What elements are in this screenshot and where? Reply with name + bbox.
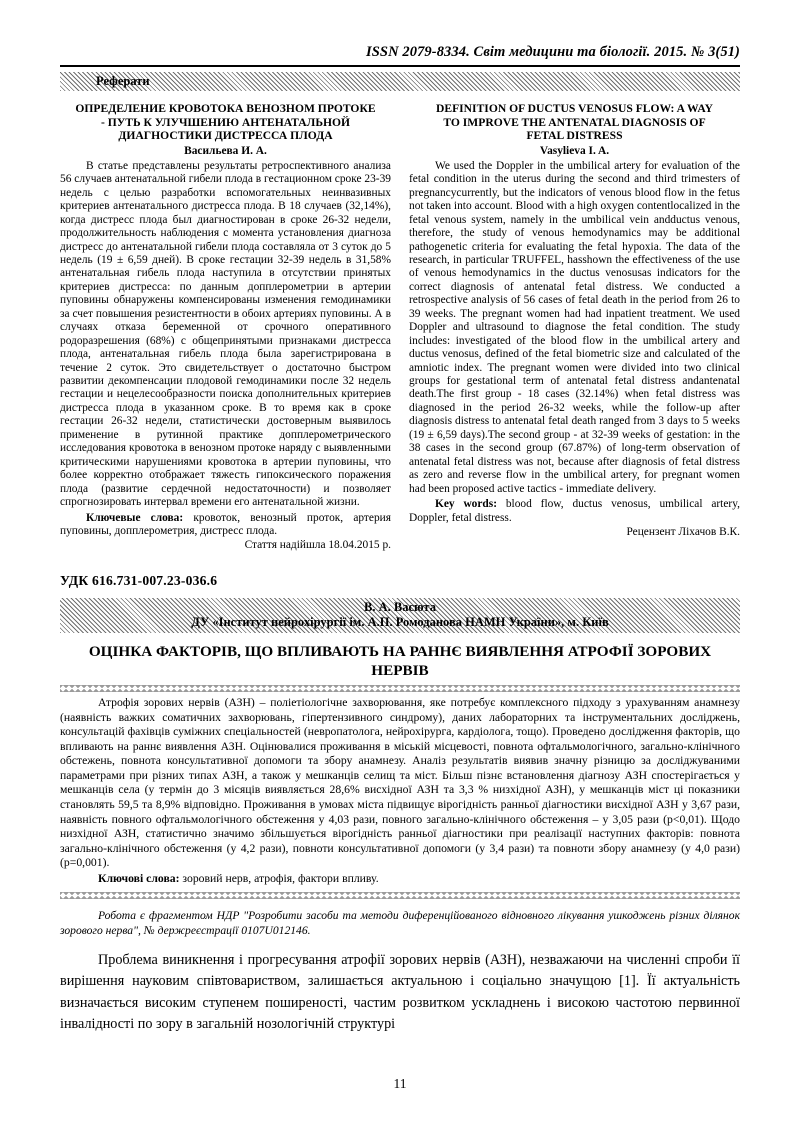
running-head: ISSN 2079-8334. Світ медицини та біології. 2015. № 3(51) bbox=[366, 44, 740, 60]
keywords-label-en: Key words: bbox=[435, 498, 497, 511]
abstract-title-en: DEFINITION OF DUCTUS VENOSUS FLOW: A WAY TO IMPROVE THE ANTENATAL DIAGNOSIS OF FETAL DISTRESS bbox=[435, 102, 714, 143]
article-abstract: Атрофія зорових нервів (АЗН) – поліетіологічне захворювання, яке потребує комплексного підходу з урахуванням анамнезу (наявність важких соматичних захворювань, гіпертензивного синдрому), даних лабораторних та інструментальних досліджень, консультацій фахівців суміжних спеціальностей (невропатолога, нейрохірурга, кардіолога, тощо). Проведено дослідження факторів, що впливають на раннє виявлення АЗН. Оцінювалися проживання в міській місцевості, повнота офтальмологічного, загально-клінічного обстежень, повнота консультативної допомоги та збору анамнезу. Аналіз результатів виявив значну різницю за досліджуваними параметрами при різних типах АЗН, а також у мешканців селищ та міст. Більш пізнє встановлення діагнозу АЗН спостерігається у мешканців села (у термін до 3 місяців виявляється 28,6% висхідної АЗН та 3,3 % низхідної АЗН), у мешканців міст ці показники становлять 59,5 та 8,9% відповідно. Проживання в умовах міста підвищує вірогідність ранньої діагностики висхідної АЗН у 3,67 рази, наявність повного офтальмологічного обстеження у 4,03 рази, повного загально-клінічного обстеження – у 3,05 рази (р<0,01). Щодо низхідної АЗН, статистично значимо збільшується вірогідність ранньої діагностики при реалізації наступних факторів: повнота загально-клінічного обстеження (у 4,2 рази), повноти консультативної допомоги (у 3,4 рази) та повноти збору анамнезу (у 4,0 рази) (р=0,001). bbox=[60, 695, 740, 870]
abstract-keywords-ru bbox=[60, 512, 391, 539]
abstract-author-en: Vasylieva I. A. bbox=[539, 144, 610, 157]
abstract-keywords-en bbox=[409, 498, 740, 525]
keywords-text-ua: зоровий нерв, атрофія, фактори впливу. bbox=[182, 872, 379, 886]
abstract-author-ru: Васильева И. А. bbox=[184, 144, 267, 157]
abstract-columns bbox=[60, 102, 740, 553]
section-bar bbox=[60, 72, 740, 91]
abstract-column-en bbox=[409, 102, 740, 553]
keywords-text-en: blood flow, ductus venosus, umbilical artery, Doppler, fetal distress. bbox=[409, 498, 740, 524]
article-intro-paragraph: Проблема виникнення і прогресування атрофії зорових нервів (АЗН), незважаючи на численні спроби її вирішення науковим співтовариством, залишається актуальною і соціально значущою [1]. Її актуальність визначається високим ступенем поширеності, частим розвитком ускладнень і високою частотою первинної інвалідності по зору в загальній нозологічній структурі bbox=[60, 951, 740, 1033]
abstract-body-ru: В статье представлены результаты ретроспективного анализа 56 случаев антенатальной гибели плода в гестационном сроке 23-39 недель с целью разработки вспомогательных неинвазивных критериев антенатального дистресса плода. В 18 случаев (32,14%), когда дистресс плода был диагностирован в сроке 26-32 недели, продолжительность наблюдения с момента установления диагноза дистресс до антенатальной гибели плода составляла от 3 суток до 5 недель (19 ± 6,59 дней). В сроке гестации 32-39 недель в 31,58% антенатальная гибель плода наступила в отсутствии принятых критериев дистресса: по данным допплерометрии в артерии пуповины обнаружены компенсированы изменения гемодинамики за счет повышения резистентности в обоих артериях пуповины. А в случаях отказа беременной от срочного оперативного родоразрешения (68%) с общепринятыми признаками дистресса плода, антенатальная гибель плода была зарегистрирована в течение 2 суток. Это свидетельствует о достаточно быстром развитии декомпенсации плодовой гемодинамики после 32 недель гестации и нецелесообразности поиска дополнительных критериев дистресса плода в указанном сроке. В то время как в сроке гестации 26-32 недели, статистически достоверным выявилось применение в рутинной практике допплерометрического исследования кровотока в венозном протоке наряду с выявленными критическими нарушениями кровотока в артерии пуповины, что более корректно отображает тяжесть гипоксического поражения плода (развитие сердечной недостаточности) и позволяет спрогнозировать интервал времени его антенатальной жизни. bbox=[60, 159, 391, 509]
article-title: ОЦІНКА ФАКТОРІВ, ЩО ВПЛИВАЮТЬ НА РАННЄ ВИЯВЛЕННЯ АТРОФІЇ ЗОРОВИХ НЕРВІВ bbox=[88, 642, 712, 679]
keywords-text-ru: кровоток, венозный проток, артерия пуповины, допплерометрия, дистресс плода. bbox=[60, 511, 391, 538]
page-number: 11 bbox=[393, 1076, 407, 1091]
zigzag-divider-top bbox=[60, 685, 740, 692]
article-author: В. А. Васюта bbox=[364, 599, 436, 614]
udc-code: УДК 616.731-007.23-036.6 bbox=[60, 572, 218, 588]
keywords-label-ua: Ключові слова: bbox=[98, 872, 180, 886]
zigzag-divider-bottom bbox=[60, 892, 740, 899]
abstract-body-en: We used the Doppler in the umbilical artery for evaluation of the fetal condition in the uterus during the second and third trimesters of pregnancycurrently, but the indicators of venous blood flow in the fetus not taken into account. Blood with a high oxygen contentlocalized in the fetal venous system, namely in the umbilical vein andductus venous, therefore, the study of venous hemodynamics may be additional pathogenetic criteria for evaluating the fetal hypoxia. The data of the research, in particular TRUFFEL, hasshown the effectiveness of the use of venous hemodynamics in the ductus venosusas indicators for the correct diagnosis of antenatal fetal distress. We conducted a retrospective analysis of 56 cases of fetal death in the period from 26 to 39 weeks. The pregnant women had had inpatient treatment. We used Doppler and ultrasound to diagnose the fetal condition. The study includes: investigated of the blood flow in the umbilical artery and ductus venosus, defined of the fetal biometric size and calculated of the amniotic index. The pregnant women were divided into two clinical groups for gestational term of antenatal fetal distress andantenatal death.The first group - 18 cases (32.14%) when fetal distress was diagnosed in the period 26-32 weeks, while the follow-up after diagnosis distress to antenatal fetal death ranged from 3 days to 5 weeks (19 ± 6,59 days).The second group - at 32-39 weeks of gestation: in the 38 cases in the second group (67.87%) of long-term observation of antenatal fetal distress was not, because after diagnosis of fetal distress as zero and reverse flow in the umbilical artery, for pregnant women had been proposed active tactics - immediate delivery. bbox=[409, 159, 740, 495]
abstract-footer-ru: Стаття надійшла 18.04.2015 р. bbox=[244, 539, 391, 552]
abstract-column-ru bbox=[60, 102, 391, 553]
abstract-footer-en: Рецензент Ліхачов В.К. bbox=[626, 526, 740, 539]
author-affiliation-bar bbox=[60, 598, 740, 633]
section-bar-label: Реферати bbox=[96, 74, 150, 88]
keywords-label-ru: Ключевые слова: bbox=[86, 511, 184, 524]
abstract-title-ru: ОПРЕДЕЛЕНИЕ КРОВОТОКА ВЕНОЗНОМ ПРОТОКЕ - ПУТЬ К УЛУЧШЕНИЮ АНТЕНАТАЛЬНОЙ ДИАГНОСТИКИ ДИСТРЕССА ПЛОДА bbox=[75, 102, 376, 143]
article-keywords bbox=[60, 872, 740, 887]
article-affiliation: ДУ «Інститут нейрохірургії ім. А.П. Ромоданова НАМН України», м. Київ bbox=[191, 614, 609, 629]
header-rule bbox=[60, 65, 740, 67]
funding-note: Робота є фрагментом НДР "Розробити засоби та методи диференційованого відновного лікування ушкоджень різних ділянок зорового нерва", № держреєстрації 0107U012146. bbox=[60, 908, 740, 937]
